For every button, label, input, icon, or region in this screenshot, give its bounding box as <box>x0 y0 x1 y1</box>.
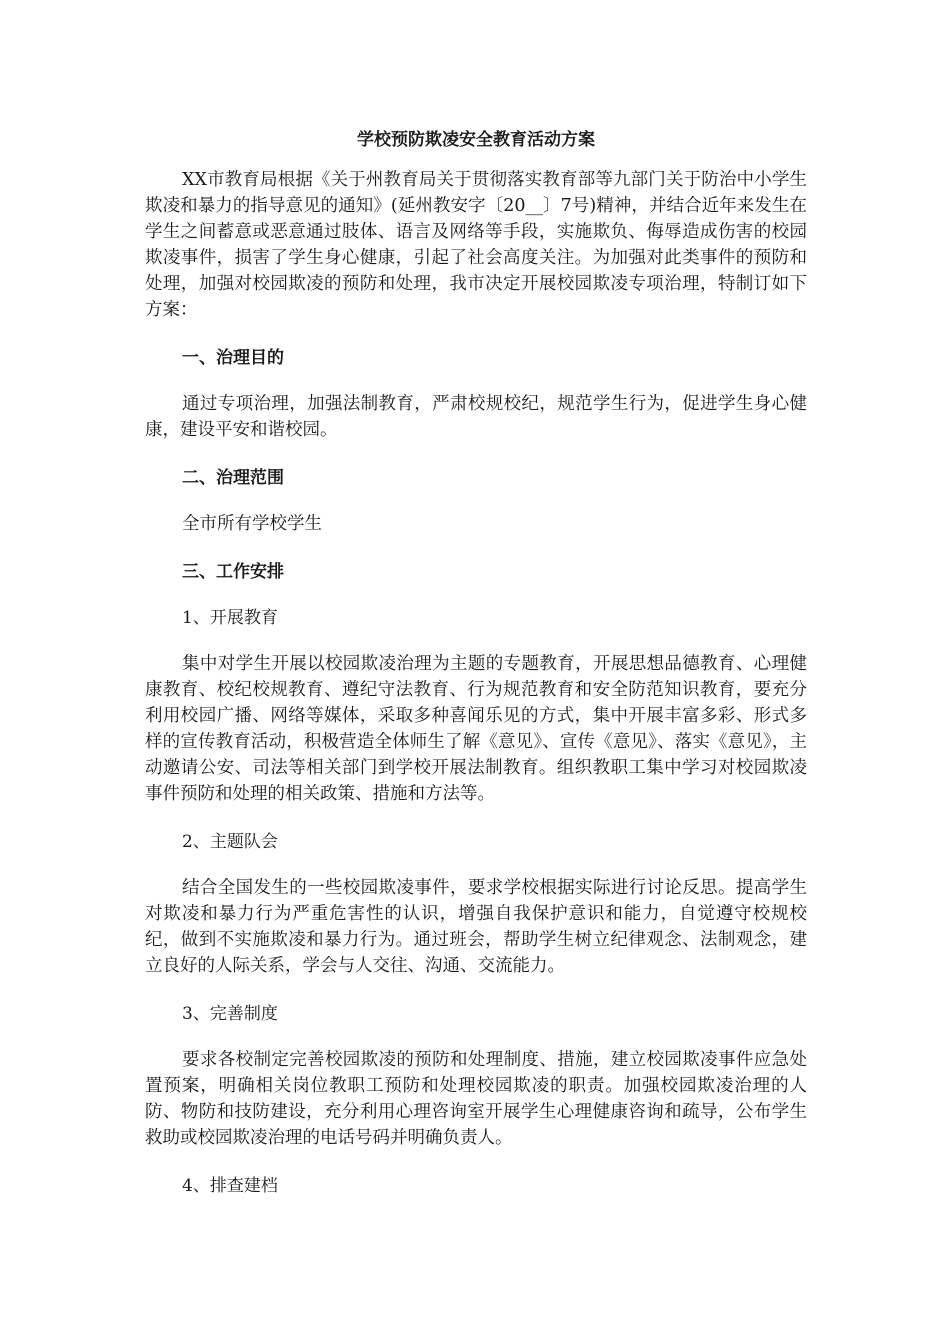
item4-heading: 4、排查建档 <box>182 1176 278 1196</box>
section2-paragraph: 全市所有学校学生 <box>182 514 322 534</box>
item2-paragraph: 结合全国发生的一些校园欺凌事件，要求学校根据实际进行讨论反思。提高学生对欺凌和暴力行为严重危害性的认识，增强自我保护意识和能力，自觉遵守校规校纪，做到不实施欺凌和暴力行为。通过班会，帮助学生树立纪律观念、法制观念，建立良好的人际关系，学会与人交往、沟通、交流能力。 <box>145 878 807 976</box>
document-title: 学校预防欺凌安全教育活动方案 <box>357 130 595 150</box>
item3-heading: 3、完善制度 <box>182 1004 278 1024</box>
item2-heading: 2、主题队会 <box>182 832 278 852</box>
section2-heading: 二、治理范围 <box>182 468 284 488</box>
item1-paragraph: 集中对学生开展以校园欺凌治理为主题的专题教育，开展思想品德教育、心理健康教育、校纪校规教育、遵纪守法教育、行为规范教育和安全防范知识教育，要充分利用校园广播、网络等媒体，采取多种喜闻乐见的方式，集中开展丰富多彩、形式多样的宣传教育活动，积极营造全体师生了解《意见》、宣传《意见》、落实《意见》，主动邀请公安、司法等相关部门到学校开展法制教育。组织教职工集中学习对校园欺凌事件预防和处理的相关政策、措施和方法等。 <box>145 654 807 804</box>
item1-heading: 1、开展教育 <box>182 608 278 628</box>
section1-paragraph: 通过专项治理，加强法制教育，严肃校规校纪，规范学生行为，促进学生身心健康，建设平安和谐校园。 <box>145 394 807 440</box>
section3-heading: 三、工作安排 <box>182 562 284 582</box>
item3-paragraph: 要求各校制定完善校园欺凌的预防和处理制度、措施，建立校园欺凌事件应急处置预案，明确相关岗位教职工预防和处理校园欺凌的职责。加强校园欺凌治理的人防、物防和技防建设，充分利用心理咨询室开展学生心理健康咨询和疏导，公布学生救助或校园欺凌治理的电话号码并明确负责人。 <box>145 1050 807 1148</box>
document-body <box>145 124 807 1199</box>
intro-paragraph: XX市教育局根据《关于州教育局关于贯彻落实教育部等九部门关于防治中小学生欺凌和暴力的指导意见的通知》(延州教安字〔20__〕7号)精神，并结合近年来发生在学生之间蓄意或恶意通过肢体、语言及网络等手段，实施欺负、侮辱造成伤害的校园欺凌事件，损害了学生身心健康，引起了社会高度关注。为加强对此类事件的预防和处理，加强对校园欺凌的预防和处理，我市决定开展校园欺凌专项治理，特制订如下方案： <box>145 170 807 320</box>
section1-heading: 一、治理目的 <box>182 348 284 368</box>
